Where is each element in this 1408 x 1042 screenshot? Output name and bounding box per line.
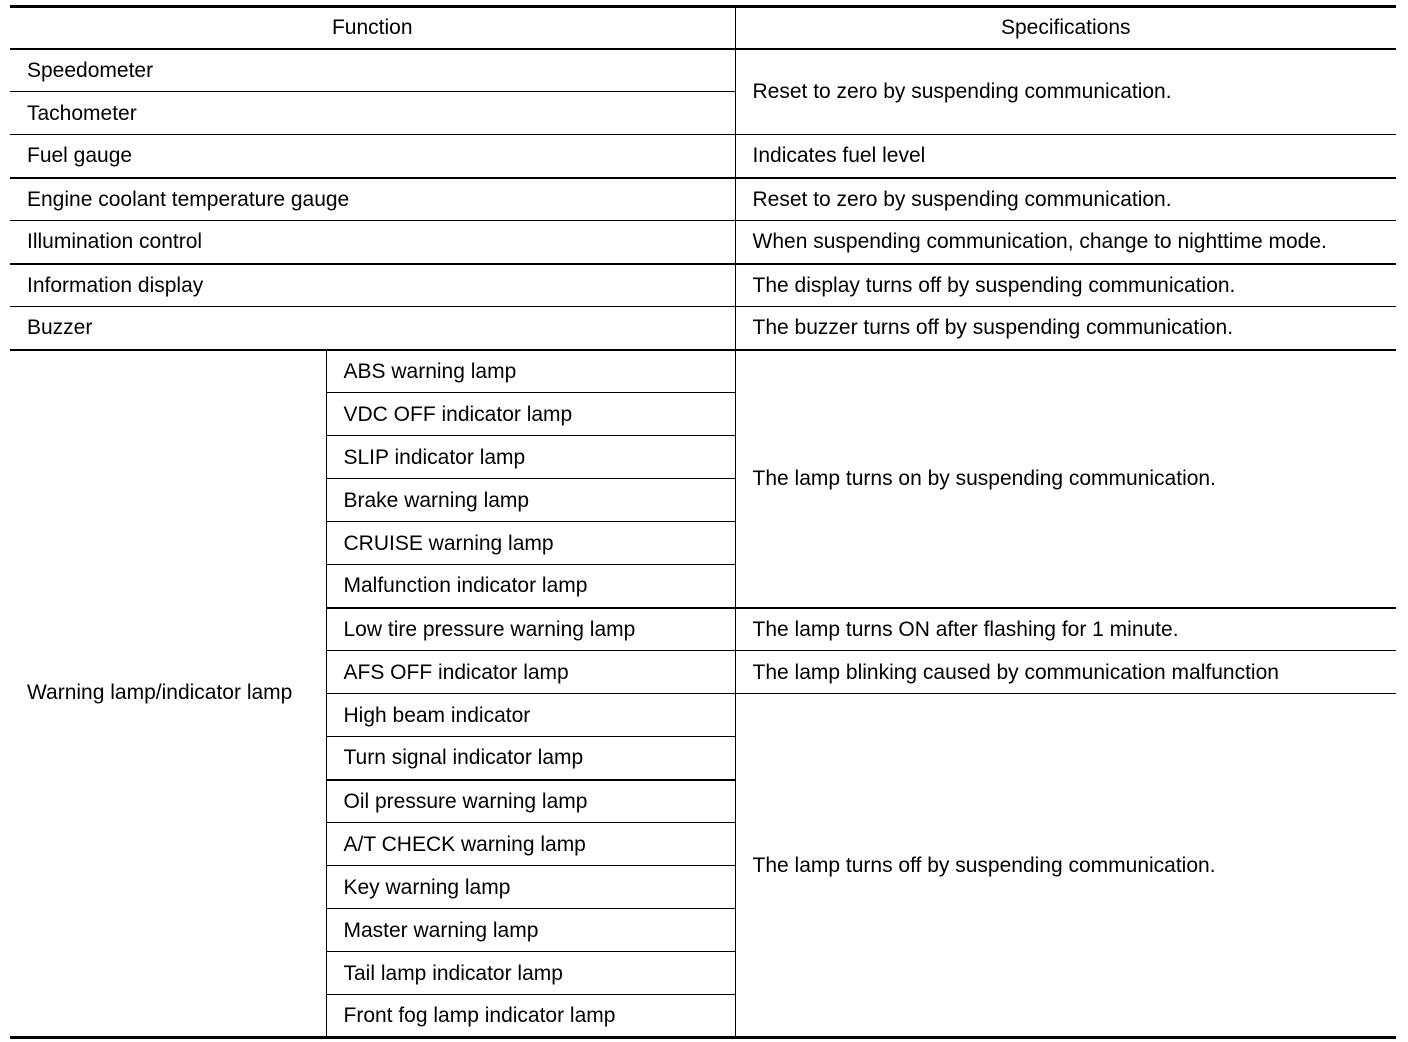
spec-buzzer: The buzzer turns off by suspending communication. (735, 307, 1396, 350)
spec-information-display: The display turns off by suspending communication. (735, 264, 1396, 307)
lamp-vdc-off-indicator: VDC OFF indicator lamp (326, 393, 735, 436)
function-buzzer: Buzzer (10, 307, 735, 350)
lamp-high-beam-indicator: High beam indicator (326, 694, 735, 737)
spec-illumination-control: When suspending communication, change to nighttime mode. (735, 221, 1396, 264)
function-speedometer: Speedometer (10, 49, 735, 92)
lamp-key-warning: Key warning lamp (326, 866, 735, 909)
function-engine-coolant-gauge: Engine coolant temperature gauge (10, 178, 735, 221)
spec-fuel-gauge: Indicates fuel level (735, 135, 1396, 178)
lamp-afs-off-indicator: AFS OFF indicator lamp (326, 651, 735, 694)
lamp-low-tire-pressure-warning: Low tire pressure warning lamp (326, 608, 735, 651)
function-information-display: Information display (10, 264, 735, 307)
lamp-cruise-warning: CRUISE warning lamp (326, 522, 735, 565)
function-spec-table (10, 5, 1396, 1039)
lamp-malfunction-indicator: Malfunction indicator lamp (326, 565, 735, 608)
spec-tire-pressure: The lamp turns ON after flashing for 1 minute. (735, 608, 1396, 651)
table-row (10, 350, 1396, 393)
lamp-tail-lamp-indicator: Tail lamp indicator lamp (326, 952, 735, 995)
lamp-front-fog-indicator: Front fog lamp indicator lamp (326, 995, 735, 1038)
table-row (10, 264, 1396, 307)
function-warning-lamp-group: Warning lamp/indicator lamp (10, 350, 326, 1038)
spec-afs-blink: The lamp blinking caused by communication malfunction (735, 651, 1396, 694)
spec-speedometer-tachometer: Reset to zero by suspending communication. (735, 49, 1396, 135)
spec-lamp-turns-off: The lamp turns off by suspending communication. (735, 694, 1396, 1038)
function-tachometer: Tachometer (10, 92, 735, 135)
header-specifications: Specifications (735, 7, 1396, 49)
spec-engine-coolant-gauge: Reset to zero by suspending communication. (735, 178, 1396, 221)
lamp-master-warning: Master warning lamp (326, 909, 735, 952)
table-row (10, 49, 1396, 92)
table-row (10, 221, 1396, 264)
function-fuel-gauge: Fuel gauge (10, 135, 735, 178)
lamp-brake-warning: Brake warning lamp (326, 479, 735, 522)
table-row (10, 307, 1396, 350)
lamp-at-check-warning: A/T CHECK warning lamp (326, 823, 735, 866)
lamp-turn-signal-indicator: Turn signal indicator lamp (326, 737, 735, 780)
table-row (10, 178, 1396, 221)
lamp-oil-pressure-warning: Oil pressure warning lamp (326, 780, 735, 823)
spec-lamp-turns-on: The lamp turns on by suspending communication. (735, 350, 1396, 608)
lamp-slip-indicator: SLIP indicator lamp (326, 436, 735, 479)
lamp-abs-warning: ABS warning lamp (326, 350, 735, 393)
function-illumination-control: Illumination control (10, 221, 735, 264)
table-row (10, 135, 1396, 178)
header-function: Function (10, 7, 735, 49)
